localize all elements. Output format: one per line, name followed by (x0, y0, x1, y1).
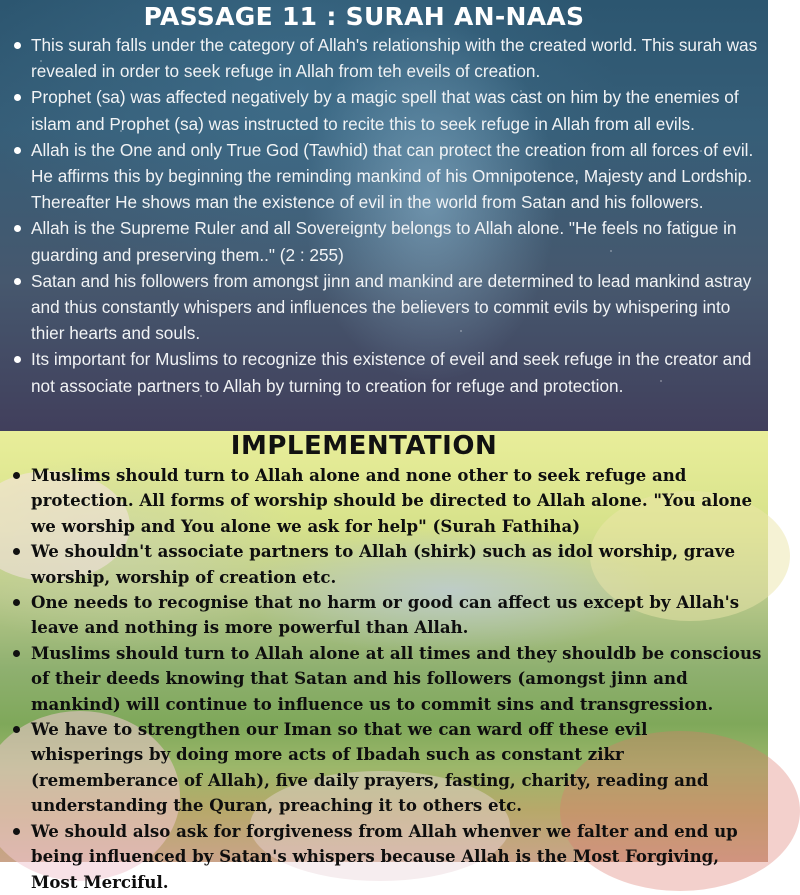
list-item (0, 463, 768, 539)
list-item-text: Muslims should turn to Allah alone and none other to seek refuge and protection. All forms of worship should be directed to Allah alone. "You alone we worship and You alone we ask for help" (Surah Fathiha) (31, 465, 753, 536)
list-item (0, 84, 768, 136)
list-item (0, 641, 768, 717)
bullet-icon (14, 42, 21, 49)
list-item (0, 590, 768, 641)
list-item (0, 137, 768, 216)
list-item (0, 346, 768, 398)
list-item-text: Allah is the Supreme Ruler and all Sovereignty belongs to Allah alone. "He feels no fatigue in guarding and preserving them.." (2 : 255) (31, 218, 737, 265)
list-item (0, 717, 768, 819)
list-item (0, 268, 768, 347)
passage-title: PASSAGE 11 : SURAH AN-NAAS (143, 2, 585, 31)
list-item-text: Allah is the One and only True God (Tawhid) that can protect the creation from all forces of evil. He affirms this by beginning the reminding mankind of his Omnipotence, Majesty and Lordship. Thereafter He shows man the existence of evil in the world from Satan and his followers. (31, 139, 754, 213)
list-item-text: This surah falls under the category of Allah's relationship with the created world. This surah was revealed in order to seek refuge in Allah from teh eveils of creation. (31, 35, 758, 82)
bullet-icon (14, 147, 21, 154)
list-item-text: Muslims should turn to Allah alone at all times and they shouldb be conscious of their deeds knowing that Satan and his followers (amongst jinn and mankind) will continue to influence us to commit sins and transgression. (31, 642, 762, 714)
list-item-text: One needs to recognise that no harm or good can affect us except by Allah's leave and nothing is more powerful than Allah. (31, 592, 740, 638)
bullet-icon (14, 356, 21, 363)
bullet-icon (14, 225, 21, 232)
list-item-text: Prophet (sa) was affected negatively by a magic spell that was cast on him by the enemies of islam and Prophet (sa) was instructed to recite this to seek refuge in Allah from all evils. (31, 87, 739, 134)
bullet-icon (13, 828, 20, 835)
list-item (0, 215, 768, 267)
bullet-icon (13, 726, 20, 733)
bullet-icon (13, 472, 20, 479)
list-item (0, 32, 768, 84)
passage-section (0, 0, 768, 431)
bullet-icon (13, 548, 20, 555)
bullet-icon (14, 278, 21, 285)
list-item-text: We shouldn't associate partners to Allah (shirk) such as idol worship, grave worship, worship of creation etc. (31, 541, 736, 587)
list-item (0, 539, 768, 590)
list-item-text: We have to strengthen our Iman so that we can ward off these evil whisperings by doing more acts of Ibadah such as constant zikr (rememberance of Allah), five daily prayers, fasting, charity, reading and understanding the Quran, preaching it to others etc. (31, 719, 709, 816)
implementation-list (0, 463, 768, 895)
list-item-text: Satan and his followers from amongst jinn and mankind are determined to lead mankind astray and thus constantly whispers and influences the believers to commit evils by whispering into thier hearts and souls. (31, 270, 752, 344)
implementation-section (0, 431, 768, 892)
list-item-text: Its important for Muslims to recognize this existence of eveil and seek refuge in the creator and not associate partners to Allah by turning to creation for refuge and protection. (31, 349, 752, 396)
implementation-title: IMPLEMENTATION (230, 431, 498, 461)
list-item-text: We should also ask for forgiveness from Allah whenver we falter and end up being influenced by Satan's whispers because Allah is the Most Forgiving, Most Merciful. (31, 820, 738, 892)
list-item (0, 819, 768, 895)
passage-list (0, 32, 768, 399)
bullet-icon (13, 599, 20, 606)
bullet-icon (14, 94, 21, 101)
bullet-icon (13, 650, 20, 657)
